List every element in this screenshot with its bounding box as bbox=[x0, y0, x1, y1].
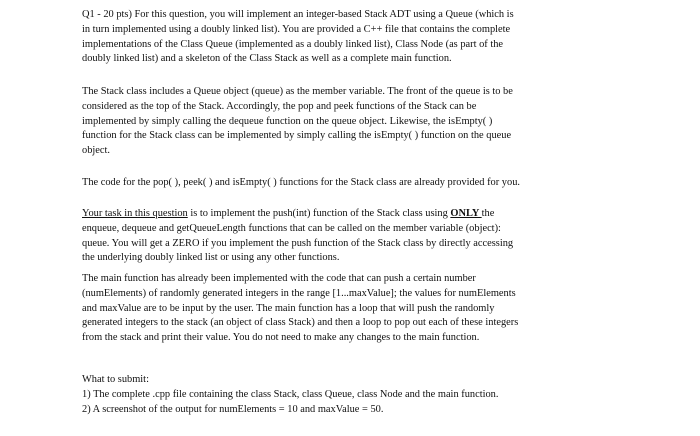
text-line bbox=[82, 207, 642, 222]
text-line: generated integers to the stack (an object of class Stack) and then a loop to pop out each of these integers bbox=[82, 317, 519, 329]
text-line: enqueue, dequeue and getQueueLength functions that can be called on the member variable (object): bbox=[82, 222, 501, 234]
text-line: The main function has already been implemented with the code that can push a certain number bbox=[82, 273, 476, 284]
submission-item: 2) A screenshot of the output for numElements = 10 and maxValue = 50. bbox=[82, 403, 384, 415]
text-line: the underlying doubly linked list or using any other functions. bbox=[82, 252, 340, 264]
text-line: in turn implemented using a doubly linked list). You are provided a C++ file that contains the complete bbox=[82, 23, 511, 35]
text-line: queue. You will get a ZERO if you implement the push function of the Stack class by directly accessing bbox=[82, 237, 514, 249]
text-line: (numElements) of randomly generated integers in the range [1...maxValue]; the values for numElements bbox=[82, 287, 516, 299]
task-text: is to implement the push(int) function of the Stack class using bbox=[187, 208, 451, 219]
main-function-paragraph bbox=[82, 272, 642, 346]
task-text-end: the bbox=[481, 208, 495, 219]
stack-class-paragraph bbox=[82, 85, 642, 159]
text-line: The code for the pop( ), peek( ) and isEmpty( ) functions for the Stack class are already provided for you. bbox=[82, 177, 520, 188]
text-line: doubly linked list) and a skeleton of the Class Stack as well as a complete main function. bbox=[82, 53, 452, 65]
text-line: implementations of the Class Queue (implemented as a doubly linked list), Class Node (as part of the bbox=[82, 38, 504, 50]
text-line: Q1 - 20 pts) For this question, you will implement an integer-based Stack ADT using a Queue (which is bbox=[82, 9, 514, 20]
provided-code-paragraph bbox=[82, 176, 642, 191]
submission-heading: What to submit: bbox=[82, 374, 149, 385]
text-line: function for the Stack class can be implemented by simply calling the isEmpty( ) function on the queue bbox=[82, 130, 512, 142]
submission-item: 1) The complete .cpp file containing the class Stack, class Queue, class Node and the main function. bbox=[82, 388, 499, 400]
task-paragraph bbox=[82, 207, 642, 266]
only-emphasis: ONLY bbox=[450, 208, 482, 219]
task-label: Your task in this question bbox=[82, 208, 188, 219]
text-line: object. bbox=[82, 145, 110, 157]
text-line: The Stack class includes a Queue object (queue) as the member variable. The front of the queue is to be bbox=[82, 86, 513, 97]
text-line: considered as the top of the Stack. Accordingly, the pop and peek functions of the Stack can be bbox=[82, 100, 477, 112]
text-line: and maxValue are to be input by the user. The main function has a loop that will push the randomly bbox=[82, 302, 495, 314]
question-intro-paragraph bbox=[82, 8, 642, 67]
submission-section bbox=[82, 373, 642, 417]
text-line: implemented by simply calling the dequeue function on the queue object. Likewise, the isEmpty( ) bbox=[82, 115, 493, 127]
text-line: from the stack and print their value. You do not need to make any changes to the main function. bbox=[82, 332, 480, 344]
